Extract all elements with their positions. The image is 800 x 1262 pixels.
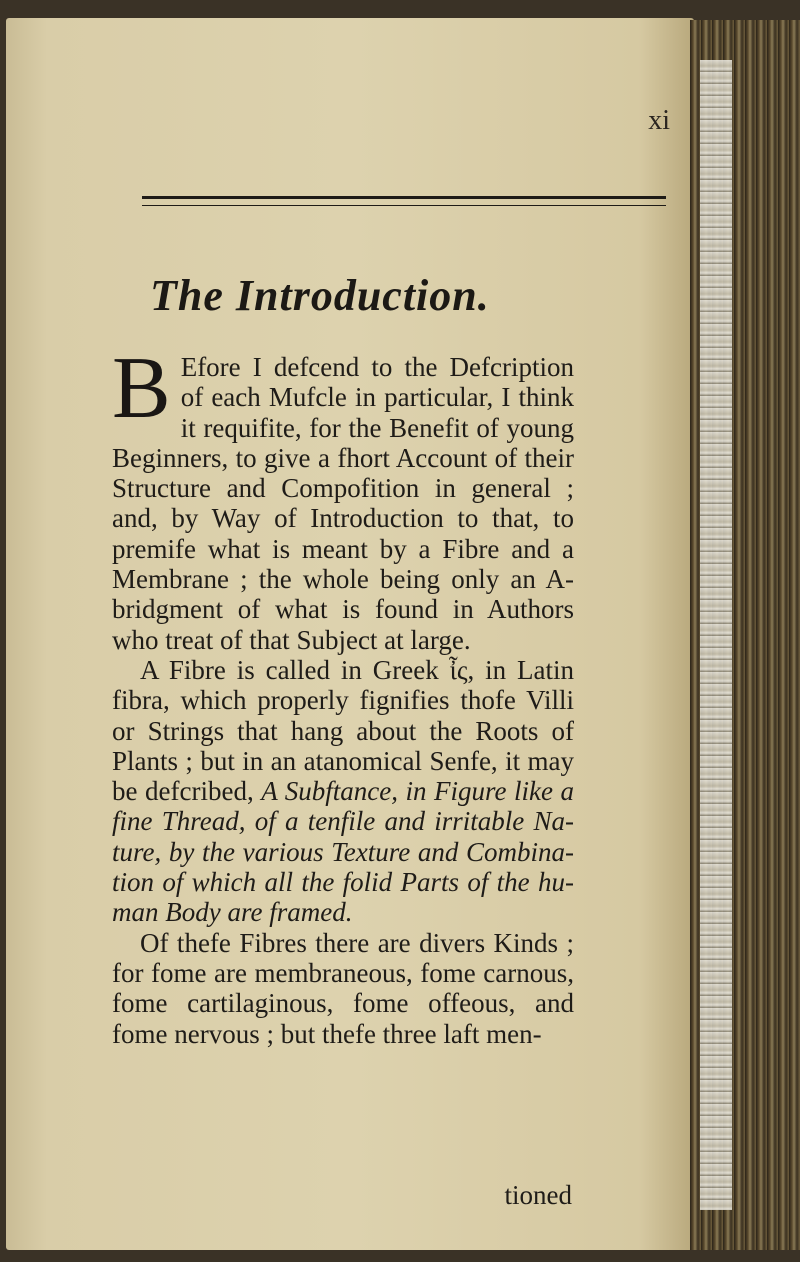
catchword: tioned (504, 1180, 572, 1210)
paragraph-1 (112, 340, 574, 655)
paragraph-2-text: A Fibre is called in Greek ἶς, in Latin fibra, which properly fignifies thofe Villi or Strings that hang about the Roots of Plants ; but in an atanomical Senfe, it may be defcribed, (112, 654, 574, 807)
paragraph-2 (112, 655, 574, 928)
paragraph-3-text: Of thefe Fibres there are divers Kinds ; for fome are membraneous, fome carnous, fome cartilaginous, fome offeous, and fome nervous ; but thefe three laft men- (112, 927, 574, 1049)
paragraph-3 (112, 928, 574, 1049)
paragraph-2-definition: A Subftance, in Figure like a fine Thread, of a tenfile and irritable Na-ture, by the various Texture and Combina-tion of which all the folid Parts of the hu-man Body are framed. (112, 776, 575, 928)
header-rule-thick (142, 196, 666, 199)
paragraph-1-text: Efore I defcend to the Defcription of each Mufcle in particular, I think it requifite, for the Benefit of young Beginners, to give a fhort Account of their Structure and Compofition in general ; and, by Way of Introduction to that, to premife what is meant by a Fibre and a Membrane ; the whole being only an A-bridgment of what is found in Authors who treat of that Subject at large. (112, 352, 574, 655)
body-text (112, 340, 575, 1049)
page-number: xi (648, 105, 670, 136)
page-edges (700, 60, 732, 1210)
header-rule-thin (142, 205, 666, 206)
drop-cap: B (112, 340, 171, 437)
chapter-title: The Introduction. (150, 271, 490, 320)
